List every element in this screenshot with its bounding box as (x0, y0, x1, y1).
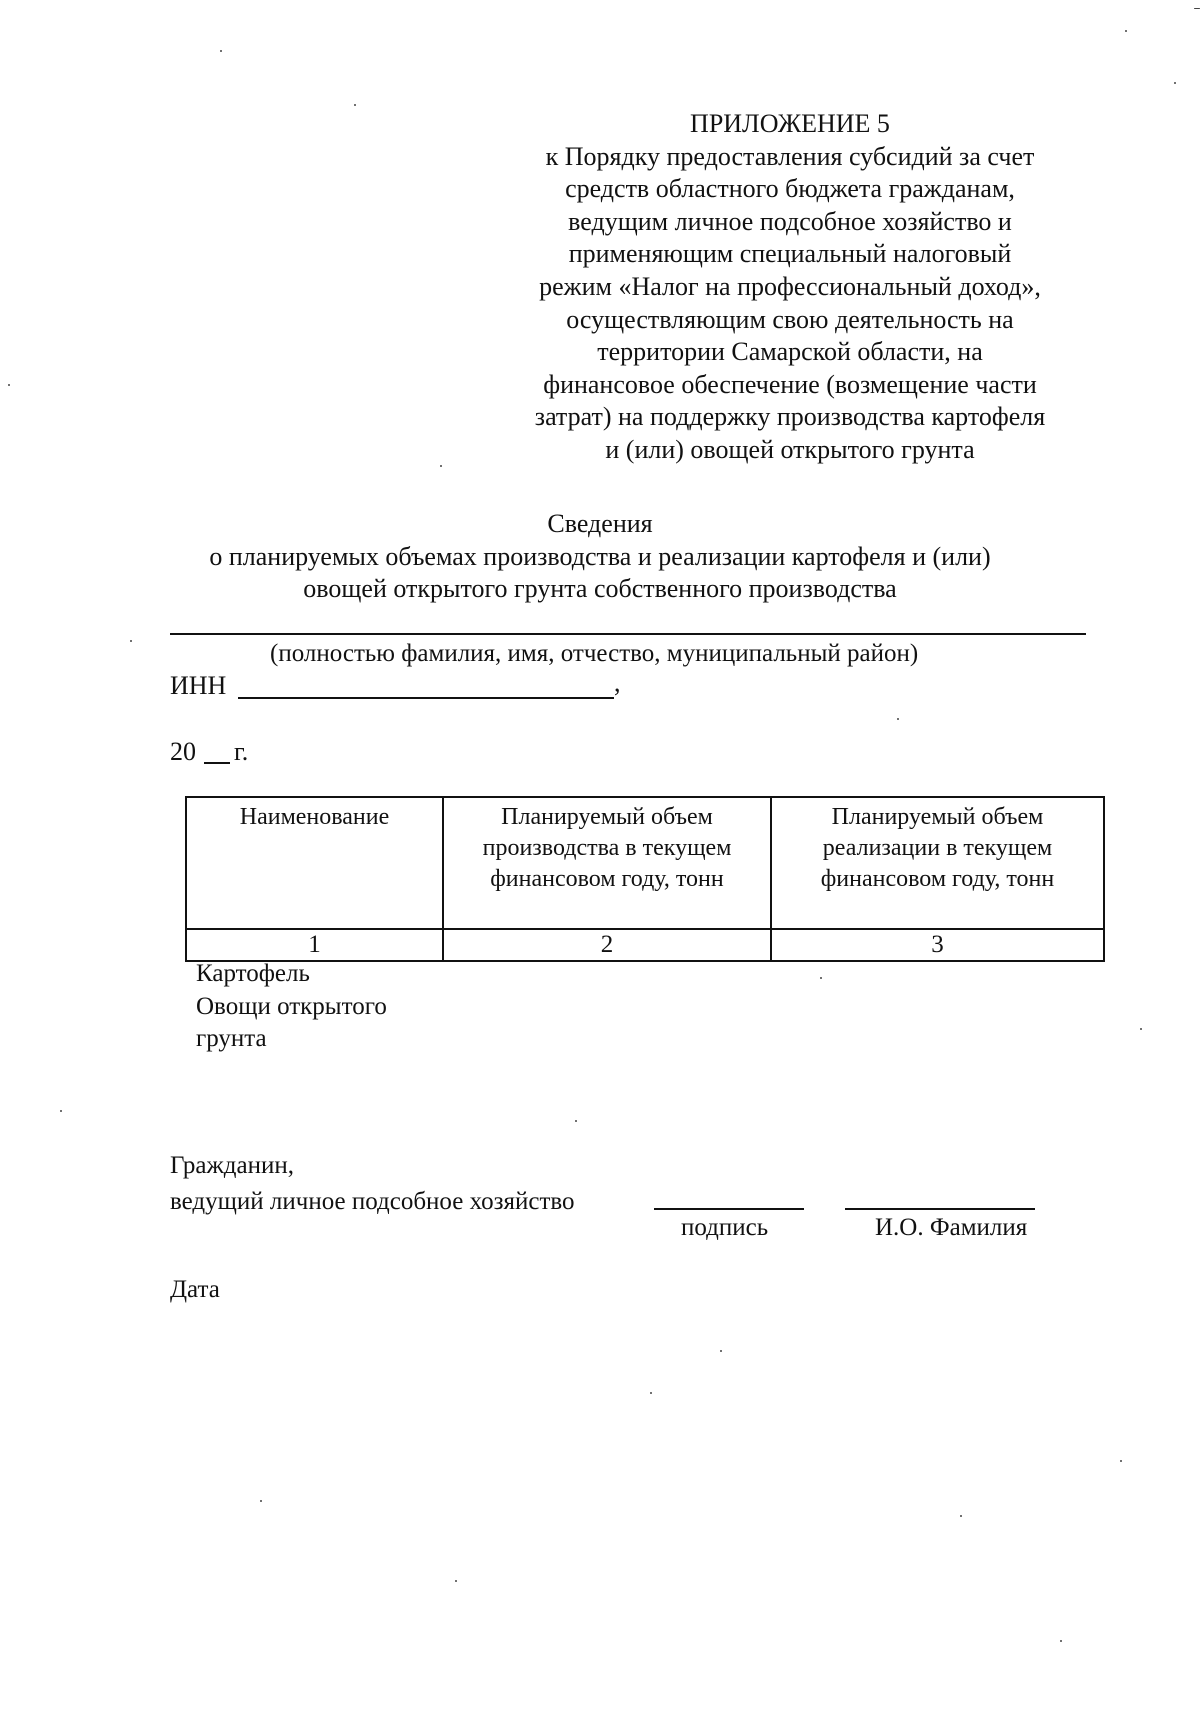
row-label-potato: Картофель (196, 960, 310, 987)
column-number: 2 (443, 929, 771, 961)
signer-role (170, 1148, 575, 1220)
column-number: 1 (186, 929, 443, 961)
appendix-line: режим «Налог на профессиональный доход», (539, 271, 1041, 301)
year-prefix: 20 (170, 737, 196, 766)
appendix-line: территории Самарской области, на (597, 337, 983, 367)
title-heading: Сведения (547, 509, 653, 538)
appendix-block (500, 108, 1080, 467)
appendix-heading: ПРИЛОЖЕНИЕ 5 (690, 109, 890, 138)
appendix-line: применяющим специальный налоговый (568, 239, 1012, 269)
header-name: Наименование (186, 797, 443, 929)
signature-line[interactable] (654, 1208, 804, 1210)
inn-field-line[interactable] (238, 697, 614, 699)
title-line: овощей открытого грунта собственного производства (303, 574, 897, 603)
appendix-line: и (или) овощей открытого грунта (605, 434, 975, 464)
appendix-line: осуществляющим свою деятельность на (566, 304, 1014, 334)
document-title (0, 508, 1200, 606)
table-header-row (186, 797, 1104, 929)
appendix-line: финансовое обеспечение (возмещение части (543, 369, 1037, 399)
signature-caption: подпись (681, 1214, 769, 1241)
name-caption: И.О. Фамилия (875, 1214, 1028, 1241)
inn-comma: , (614, 668, 621, 697)
header-production-volume: Планируемый объем производства в текущем финансовом году, тонн (443, 797, 771, 929)
applicant-name-caption: (полностью фамилия, имя, отчество, муниципальный район) (270, 640, 919, 667)
appendix-line: к Порядку предоставления субсидий за счет (545, 141, 1035, 171)
appendix-line: средств областного бюджета гражданам, (565, 174, 1015, 204)
row-labels (196, 958, 426, 1056)
signer-role-line: Гражданин, (170, 1152, 294, 1179)
header-sales-volume: Планируемый объем реализации в текущем финансовом году, тонн (771, 797, 1104, 929)
column-number: 3 (771, 929, 1104, 961)
applicant-name-line[interactable] (170, 633, 1086, 635)
title-line: о планируемых объемах производства и реализации картофеля и (или) (209, 541, 991, 571)
appendix-line: затрат) на поддержку производства картофеля (534, 402, 1046, 432)
row-label-vegetables: Овощи открытого грунта (196, 992, 387, 1052)
inn-label: ИНН (170, 671, 227, 700)
table-column-numbers-row (186, 929, 1104, 961)
appendix-line: ведущим личное подсобное хозяйство и (568, 206, 1012, 236)
date-label: Дата (170, 1276, 220, 1303)
volumes-table (185, 796, 1105, 962)
signer-role-line: ведущий личное подсобное хозяйство (170, 1188, 575, 1215)
year-suffix: г. (234, 737, 249, 766)
name-line[interactable] (845, 1208, 1035, 1210)
year-field-line[interactable] (204, 762, 230, 764)
